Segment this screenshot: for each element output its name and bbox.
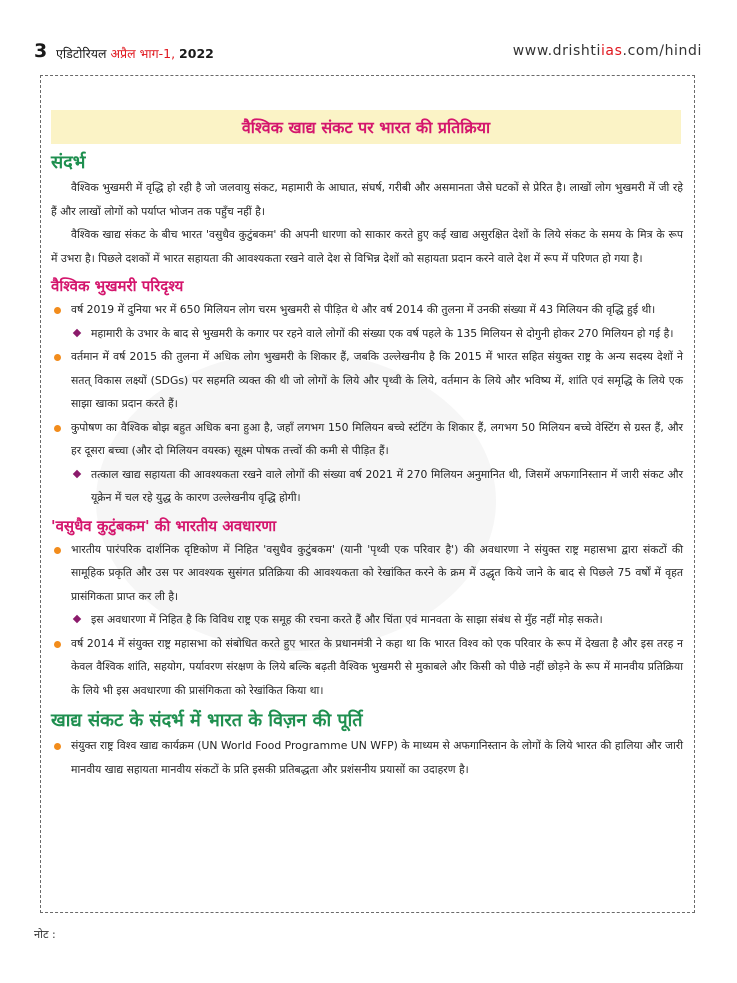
list-item: वर्तमान में वर्ष 2015 की तुलना में अधिक लोग भुखमरी के शिकार हैं, जबकि उल्लेखनीय है कि 2015 में भारत सहित संयुक्त राष्ट्र के अन्य सदस्य देशों ने सतत् विकास लक्ष्यों (SDGs) पर सहमति व्यक्त की थी जो लोगों के लिये और पृथ्वी के लिये, वर्तमान के लिये और भविष्य में, शांति एवं समृद्धि के लिये एक साझा खाका प्रदान करते हैं। <box>51 345 683 416</box>
section-heading-context: संदर्भ <box>51 152 86 173</box>
global-hunger-list <box>51 298 683 510</box>
issue-year: 2022 <box>179 46 214 61</box>
list-item: संयुक्त राष्ट्र विश्व खाद्य कार्यक्रम (UN World Food Programme UN WFP) के माध्यम से अफगानिस्तान के लोगों के लिये भारत की हालिया और जारी मानवीय खाद्य सहायता मानवीय संकटों के प्रति इसकी प्रतिबद्धता और प्रशंसनीय प्रयासों का उदाहरण है। <box>51 734 683 781</box>
vasudhaiva-list <box>51 538 683 703</box>
list-item: वर्ष 2014 में संयुक्त राष्ट्र महासभा को संबोधित करते हुए भारत के प्रधानमंत्री ने कहा था कि भारत विश्व को एक परिवार के रूप में देखता है और इस तरह न केवल वैश्विक शांति, सहयोग, पर्यावरण संरक्षण के लिये बल्कि बढ़ती वैश्विक भुखमरी से मुकाबले और किसी को पीछे नहीं छोड़ने के रूप में मानवीय प्रतिक्रिया के लिये भी इस अवधारणा की प्रासंगिकता को रेखांकित किया था। <box>51 632 683 703</box>
section-heading-vision: खाद्य संकट के संदर्भ में भारत के विज़न की पूर्ति <box>51 710 363 731</box>
footer-note-label: नोट : <box>34 928 56 941</box>
page-header <box>34 40 702 66</box>
context-paragraph: वैश्विक खाद्य संकट के बीच भारत 'वसुधैव कुटुंबकम' की अपनी धारणा को साकार करते हुए कई खाद्य असुरक्षित देशों के लिये संकट के समय के मित्र के रूप में उभरा है। पिछले दशकों में भारत सहायता की आवश्यकता रखने वाले देश से विभिन्न देशों को सहायता प्रदान करने वाले देश में रूप में परिणत हो गया है। <box>51 228 683 265</box>
page-number: 3 <box>34 40 48 62</box>
context-paragraph: वैश्विक भुखमरी में वृद्धि हो रही है जो जलवायु संकट, महामारी के आघात, संघर्ष, गरीबी और असमानता जैसे घटकों से प्रेरित है। लाखों लोग भुखमरी में जी रहे हैं और लाखों लोगों को पर्याप्त भोजन तक पहुँच नहीं है। <box>51 181 683 218</box>
site-url[interactable] <box>513 43 702 59</box>
section-heading-global-hunger: वैश्विक भुखमरी परिदृश्य <box>51 277 184 295</box>
sub-list-item: महामारी के उभार के बाद से भुखमरी के कगार पर रहने वाले लोगों की संख्या एक वर्ष पहले के 135 मिलियन से दोगुनी होकर 270 मिलियन हो गई है। <box>51 322 683 346</box>
list-item: कुपोषण का वैश्विक बोझ बहुत अधिक बना हुआ है, जहाँ लगभग 150 मिलियन बच्चे स्टंटिंग के शिकार हैं, लगभग 50 मिलियन बच्चे वेस्टिंग से ग्रस्त हैं, और हर दूसरा बच्चा (और दो मिलियन वयस्क) सूक्ष्म पोषक तत्त्वों की कमी से पीड़ित हैं। <box>51 416 683 463</box>
article-content <box>51 110 683 781</box>
issue-prefix: एडिटोरियल <box>56 46 107 61</box>
list-item: वर्ष 2019 में दुनिया भर में 650 मिलियन लोग चरम भुखमरी से पीड़ित थे और वर्ष 2014 की तुलना में उनकी संख्या में 43 मिलियन की वृद्धि हुई थी। <box>51 298 683 322</box>
sub-list-item: इस अवधारणा में निहित है कि विविध राष्ट्र एक समूह की रचना करते हैं और चिंता एवं मानवता के साझा संबंध से मुँह नहीं मोड़ सकते। <box>51 608 683 632</box>
site-url-accent: ias <box>600 43 623 59</box>
issue-label <box>56 45 214 62</box>
list-item: भारतीय पारंपरिक दार्शनिक दृष्टिकोण में निहित 'वसुधैव कुटुंबकम' (यानी 'पृथ्वी एक परिवार है') की अवधारणा ने संयुक्त राष्ट्र महासभा द्वारा संकटों की सामूहिक प्रकृति और उस पर आवश्यक सुसंगत प्रतिक्रिया की आवश्यकता को रेखांकित करने के क्रम में उद्धृत किये जाने के बाद से पिछले 75 वर्षों में वृहत प्रासंगिकता प्राप्त कर ली है। <box>51 538 683 609</box>
sub-list-item: तत्काल खाद्य सहायता की आवश्यकता रखने वाले लोगों की संख्या वर्ष 2021 में 270 मिलियन अनुमानित थी, जिसमें अफगानिस्तान में जारी संकट और यूक्रेन में चल रहे युद्ध के कारण उल्लेखनीय वृद्धि होगी। <box>51 463 683 510</box>
site-url-suffix: .com/hindi <box>622 43 702 59</box>
issue-month: अप्रैल <box>110 46 136 61</box>
article-title: वैश्विक खाद्य संकट पर भारत की प्रतिक्रिया <box>51 110 681 144</box>
vision-list <box>51 734 683 781</box>
site-url-prefix: www.drishti <box>512 43 601 59</box>
section-heading-vasudhaiva: 'वसुधैव कुटुंबकम' की भारतीय अवधारणा <box>51 516 277 535</box>
content-frame <box>40 75 695 913</box>
issue-part: भाग-1, <box>139 46 176 61</box>
